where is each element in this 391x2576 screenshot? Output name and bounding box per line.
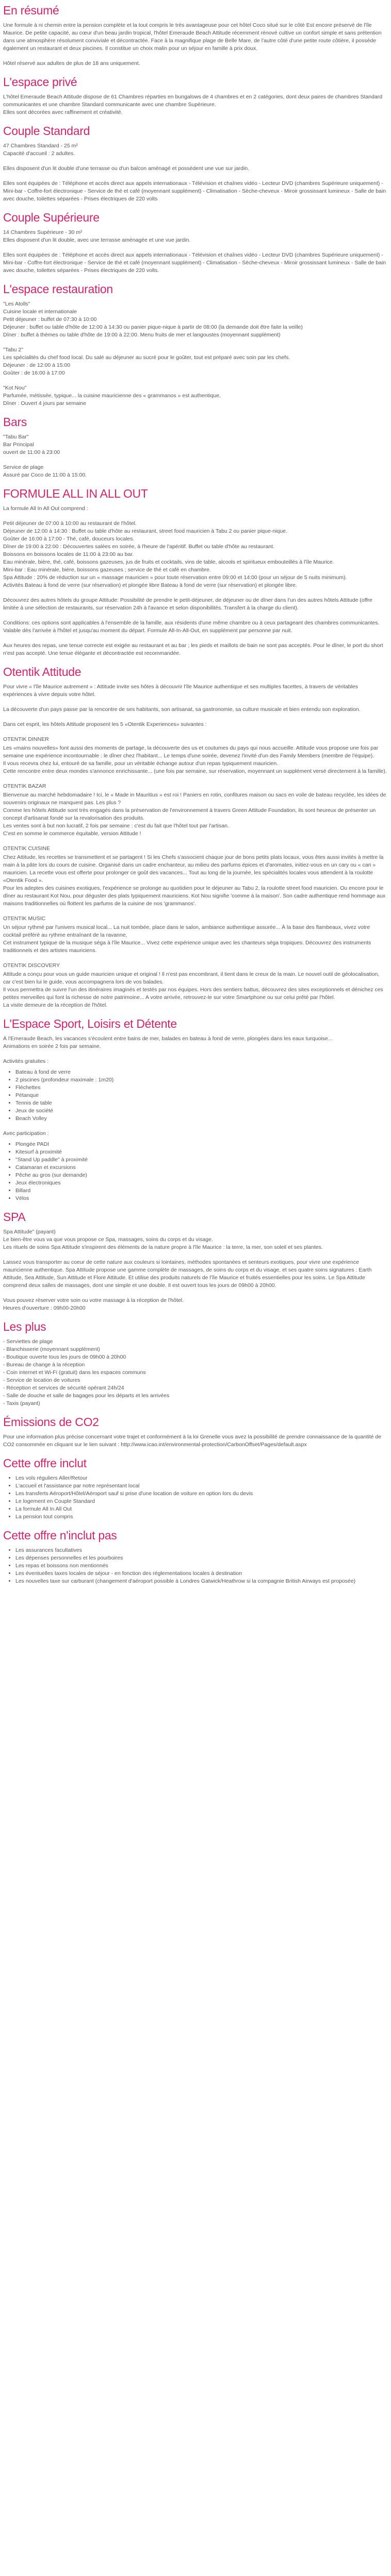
list-item: • 2 piscines (profondeur maximale : 1m20) [15, 1076, 388, 1084]
standard-room-title: Couple Standard [3, 124, 90, 138]
otentik-cuisine-title: OTENTIK CUISINE [3, 845, 51, 852]
otentik-dinner-title: OTENTIK DINNER [3, 736, 49, 742]
standard-room-size: 47 Chambres Standard - 25 m² Capacité d'accueil : 2 adultes. [3, 143, 78, 157]
spa-p3: Vous pouvez réserver votre soin ou votre massage à la réception de l'hôtel. Heures d'ouverture : 09h00-20h00 [3, 1297, 184, 1311]
formula-title: FORMULE ALL IN ALL OUT [3, 487, 148, 500]
excludes-title: Cette offre n'inclut pas [3, 1529, 117, 1542]
otentik-bazar-title: OTENTIK BAZAR [3, 783, 46, 789]
spa-p2: Laissez vous transporter au coeur de cette nature aux couleurs si lointaines, méthodes spontanées et senteurs exotiques, pour vivre une expérience mauricienne authentique. Spa Attitude propose une gamme complète de massages, de soins du corps et du visage, et ses quatre soins signatures : Earth Attitude, Sea Attitude, Sun Attitude et Flore Attitude. Et utilise des produits naturels de l'île Maurice et fruités essentielles pour les soins. Le Spa Attitude comprend deux salles de massages, dont une simple et une double. Il est ouvert tous les jours de 09h00 à 20h00. [3, 1259, 372, 1289]
otentik-discovery-text: Attitude a conçu pour vous un guide mauricien unique et original ! Il n'est pas encombrant, il tient dans le creux de la main. Le nouvel outil de géolocalisation, car c'est bien lui le guide, vous accompagnera lors de vos balades. Il vous permettra de suivre l'un des itinéraires imaginés et testés par nos équipes. Hors des sentiers battus, découvrez des sites exceptionnels et dénichez ces petites merveilles qui font la richesse de notre patrimoine... A votre arrivée, retrouvez-le sur votre Smartphone ou sur celui prêté par l'hôtel. La visite demeure de la réception de l'hôtel. [3, 971, 383, 1008]
excludes-list [3, 1547, 388, 1585]
co2-title: Émissions de CO2 [3, 1415, 99, 1429]
list-item: • Les repas et boissons non mentionnés [15, 1562, 388, 1570]
bar-beach-service: Service de plage Assuré par Coco de 11:00 à 15:00. [3, 464, 87, 478]
standard-room-desc: Elles disposent d'un lit double d'une terrasse ou d'un balcon aménagé et possèdent une vue sur jardin. [3, 165, 250, 172]
list-item: • Beach Volley [15, 1115, 388, 1123]
list-item: • Tennis de table [15, 1099, 388, 1107]
superior-room-title: Couple Supérieure [3, 211, 100, 224]
list-item: • Kitesurf à proximité [15, 1148, 388, 1156]
list-item: • Billard [15, 1187, 388, 1195]
summary-intro: Une formule à ni chemin entre la pension complète et la tout compris le très avantageuse pour cet hôtel Coco situé sur le côté Est encore préservé de l'île Maurice. De petite capacité, au cœur d'un beau jardin tropical, l'hôtel Emeraude Beach Attitude récemment rénové cultive un confort simple et sans prétention dans une atmosphère résolument conviviale et décontractée. Face à la magnifique plage de Belle Mare, de l'autre côté d'une petite route côtière, il possède également un restaurant et deux piscines. Il constitue un choix malin pour un séjour en famille à prix doux. [3, 22, 382, 52]
standard-room-amenities: Elles sont équipées de : Téléphone et accès direct aux appels internationaux - Télévision et chaînes vidéo - Lecteur DVD (chambres Supérieure uniquement) - Mini-bar - Coffre-fort électronique - Service de thé et café (moyennant supplément) - Climatisation - Sèche-cheveux - Miroir grossissant lumineux - Salle de bain avec douche, toilettes séparées - Prises électriques de 220 volts [3, 180, 386, 202]
otentik-p3: Dans cet esprit, les hôtels Attitude proposent les 5 «Otentik Experiences» suivantes : [3, 721, 207, 727]
list-item: • Les éventuelles taxes locales de séjour - en fonction des réglementations locales à destination [15, 1570, 388, 1578]
includes-title: Cette offre inclut [3, 1456, 87, 1470]
summary-title: En résumé [3, 4, 59, 17]
paid-activities-label: Avec participation : [3, 1130, 49, 1137]
rooms-intro: L'hôtel Emeraude Beach Attitude dispose de 61 Chambres réparties en bungalows de 4 chambres et en 2 catégories, dont deux paires de chambres Standard communicantes et une chambre Standard communicante avec une chambre Supérieure. Elles sont décorées avec raffinement et créativité. [3, 94, 383, 115]
list-item: • Fléchettes [15, 1084, 388, 1092]
more-title: Les plus [3, 1320, 46, 1333]
spa-p1: Spa Attitude" (payant) Le bien-être vous va que vous propose ce Spa, massages, soins du corps et du visage. Les rituels de soins Spa Attitude s'inspirent des éléments de la nature propre à l'île Maurice : la terre, la mer, son soleil et ses plantes. [3, 1229, 323, 1250]
list-item: • Jeux de société [15, 1107, 388, 1115]
otentik-p2: La découverte d'un pays passe par la rencontre de ses habitants, son artisanat, sa gastronomie, sa culture musicale et bien entendu son exploration. [3, 706, 361, 713]
paid-activities-list [3, 1141, 388, 1202]
list-item: • Vélos [15, 1195, 388, 1202]
list-item: • Les dépenses personnelles et les pourboires [15, 1554, 388, 1562]
list-item: • Les transferts Aéroport/Hôtel/Aéroport sauf si prise d'une location de voiture en option lors du devis [15, 1490, 388, 1498]
leisure-intro: À l'Emeraude Beach, les vacances s'écoulent entre bains de mer, balades en bateau à fond de verre, plongées dans les eaux turquoise... Animations en soirée 2 fois par semaine. [3, 1036, 333, 1049]
includes-list [3, 1475, 388, 1521]
co2-text: Pour une information plus précise concernant votre trajet et conformément à la loi Grenelle vous avez la possibilité de prendre connaissance de la quantité de CO2 consommée en cliquant sur le lien suivant : http://www.icao.int/environmental-protection/CarbonOffset/Pages/default.aspx [3, 1434, 382, 1448]
list-item: • Les assurances facultatives [15, 1547, 388, 1554]
leisure-title: L'Espace Sport, Loisirs et Détente [3, 1017, 177, 1030]
restaurant-tabu: "Tabu 2" Les spécialités du chef food local. Du salé au déjeuner au sucré pour le goûter, tout est préparé avec soin par les chefs. Déjeuner : de 12:00 à 15:00 Goûter : de 16:00 à 17:00 [3, 347, 290, 376]
list-item: • La pension tout compris [15, 1513, 388, 1521]
restaurants-title: L'espace restauration [3, 282, 113, 296]
bar-tabu: "Tabu Bar" Bar Principal ouvert de 11:00 à 23:00 [3, 434, 60, 455]
otentik-title: Otentik Attitude [3, 665, 82, 679]
list-item: • Le logement en Couple Standard [15, 1498, 388, 1505]
superior-room-amenities: Elles sont équipées de : Téléphone et accès direct aux appels internationaux - Télévision et chaînes vidéo - Lecteur DVD (chambres Supérieure uniquement) - Mini-bar - Coffre-fort électronique - Service de thé et café (moyennant supplément) - Climatisation - Sèche-cheveux - Miroir grossissant lumineux - Salle de bain avec douche, toilettes séparées - Prises électriques de 220 volts. [3, 252, 386, 274]
list-item: • Pétanque [15, 1092, 388, 1099]
free-activities-label: Activités gratuites : [3, 1058, 49, 1064]
list-item: • L'accueil et l'assistance par notre représentant local [15, 1482, 388, 1490]
bars-title: Bars [3, 415, 27, 429]
formula-intro: La formule All In All Out comprend : [3, 505, 88, 512]
list-item: • Les vols réguliers Aller/Retour [15, 1475, 388, 1482]
rooms-title: L'espace privé [3, 75, 77, 89]
restaurant-atolls: "Les Atolls" Cuisine locale et internationale Petit déjeuner : buffet de 07:30 à 10:00 Déjeuner : buffet ou table d'hôte de 12:00 à 14:30 ou panier pique-nique à partir de 08:00 (la demande doit être faite la veille) Dîner : buffet à thèmes ou table d'hôte de 19:00 à 22:00. Menu fruits de mer et langoustes (moyennant supplément) [3, 301, 303, 338]
otentik-bazar-text: Bienvenue au marché hebdomadaire ! Ici, le « Made in Mauritius » est roi ! Paniers en rotin, confitures maison ou sacs en voile de bateau recyclée, les idées de souvenirs originaux ne manquent pas. Les plus ? Comme les hôtels Attitude sont très engagés dans la préservation de l'environnement à travers Green Attitude Foundation, ils sont heureux de présenter un concept d'artisanat fondé sur la revalorisation des produits. Les ventes sont à but non lucratif, 2 fois par semaine : c'est du fait que l'hôtel tout par l'artisan. C'est en somme le commerce équitable, version Attitude ! [3, 792, 386, 837]
spa-title: SPA [3, 1210, 26, 1224]
formula-discover: Découvrez des autres hôtels du groupe Attitude: Possibilité de prendre le petit-déjeuner, de déjeuner ou de dîner dans l'un des autres hôtels Attitude (offre limitée à une sélection de restaurants, sur réservation 24h à l'avance et selon disponibilités. Transfert à la charge du client). [3, 597, 372, 611]
list-item: • La formule All In All Out [15, 1505, 388, 1513]
otentik-music-title: OTENTIK MUSIC [3, 916, 46, 922]
list-item: • "Stand Up paddle" à proximité [15, 1156, 388, 1164]
otentik-music-text: Un séjour rythmé par l'univers musical local... La nuit tombée, place dans le salon, ambiance authentique assurée... À la base des flambeaux, vivez votre cocktail préféré au rythme entraînant de la ravanne, Cet instrument typique de la musique séga à l'île Maurice... Vivez cette expérience unique avec les chanteurs séga tropiques. Découvrez des instruments traditionnels et des artistes mauriciens. [3, 924, 371, 954]
otentik-p1: Pour vivre « l'île Maurice autrement » : Attitude invite ses hôtes à découvrir l'île Maurice authentique et ses multiples facettes, à travers de véritables expériences à vivre depuis votre hôtel. [3, 684, 359, 698]
formula-conditions: Conditions: ces options sont applicables à l'ensemble de la famille, aux résidents d'une même chambre ou à ceux partageant des chambres communicantes. Valable dès l'arrivée à l'hôtel et jusqu'au moment du départ. Formule All-In-All-Out, en supplément par personne par nuit. [3, 620, 380, 634]
otentik-dinner-text: Les «mains nouvelles» font aussi des moments de partage, la découverte des us et coutumes du pays qui nous accueille. Attitude vous propose une fois par semaine une expérience incontournable : le dîner chez l'habitant... Le temps d'une soirée, devenez l'invité d'un des Family Members (membre de l'équipe). Il vous recevra chez lui, entouré de sa famille, pour un véritable échange autour d'un repas typiquement mauricien. Cette rencontre entre deux mondes s'annonce enrichissante... (une fois par semaine, sur réservation, moyennant un supplément versé directement à la famille). [3, 745, 387, 774]
list-item: • Les nouvelles taxe sur carburant (changement d'aéroport possible à Londres Gatwick/Heathrow si la compagnie British Airways est proposée) [15, 1578, 388, 1585]
summary-note: Hôtel réservé aux adultes de plus de 18 ans uniquement. [3, 60, 140, 66]
superior-room-size: 14 Chambres Supérieure - 30 m² Elles disposent d'un lit double, avec une terrasse aménagée et une vue jardin. [3, 229, 191, 243]
formula-meals: Petit déjeuner de 07:00 à 10:00 au restaurant de l'hôtel. Déjeuner de 12:00 à 14:30 : Buffet ou table d'hôte au restaurant, street food mauricien à Tabu 2 ou panier pique-nique. Goûter de 16:00 à 17:00 - Thé, café, douceurs locales. Dîner de 19:00 à 22:00 : Découvertes salées en soirée, à l'heure de l'apéritif. Buffet ou table d'hôte au restaurant. Boissons en boissons locales de 11:00 à 23:00 au bar. Eau minérale, bière, thé, café, boissons gazeuses, jus de fruits et cocktails, vins de table, alcools et spiritueux embouteillés à l'île Maurice. Mini-bar : Eau minérale, bière, boissons gazeuses ; service de thé et café en chambre. Spa Attitude : 20% de réduction sur un « massage mauricien » pour toute réservation entre 09:00 et 14:00 (pour un séjour de 5 nuits minimum). Activités Bateau à fond de verre (sur réservation) et plongée libre Bateau à fond de verre (sur réservation) et plongée libre. [3, 520, 347, 588]
formula-dress-code: Aux heures des repas, une tenue correcte est exigée au restaurant et au bar ; les pieds et maillots de bain ne sont pas acceptés. Pour le dîner, le port du short n'est pas accepté. Une tenue élégante et décontractée est recommandée. [3, 642, 383, 656]
otentik-cuisine-text: Chez Attitude, les recettes se transmettent et se partagent ! Si les Chefs s'associent chaque jour de bons petits plats locaux, vous êtes aussi invités à mettre la main à la pâte lors du cours de cuisine. Organisé dans un cadre enchanteur, au milieu des parfums épices et d'aromates, initiez-vous en un cary ou « cari » mauricien. La recette vous est offerte pour prolonger ce goût des vacances... Tout au long de la journée, les spécialités locales vous attendent à la roulotte «Otentik Food ». Pour les adeptes des cuisines exotiques, l'expérience se prolonge au quotidien pour le déjeuner au Tabu 2, la roulotte street food mauricien. Ou encore pour le dîner au restaurant Kot Nou, pour déguster des plats typiquement mauriciens. Kot Nou signifie 'comme à la maison'. Son cadre authentique rend hommage aux maisons traditionnelles où flottent les parfums de la cuisine de nos 'grammanos'. [3, 854, 386, 907]
list-item: • Bateau à fond de verre [15, 1069, 388, 1076]
free-activities-list [3, 1069, 388, 1123]
more-list: - Serviettes de plage - Blanchisserie (moyennant supplément) - Boutique ouverte tous les jours de 09h00 à 20h00 - Bureau de change à la réception - Coin internet et Wi-Fi (gratuit) dans les espaces communs - Service de location de voitures - Réception et services de sécurité opérant 24h/24 - Salle de douche et salle de bagages pour les départs et les arrivées - Taxis (payant) [3, 1338, 170, 1406]
restaurant-kot-nou: "Kot Nou" Parfumée, métissée, typique... la cuisine mauricienne des « grammanos » est authentique. Dîner : Ouvert 4 jours par semaine [3, 385, 221, 406]
list-item: • Pêche au gros (sur demande) [15, 1172, 388, 1179]
otentik-discovery-title: OTENTIK DISCOVERY [3, 962, 60, 969]
list-item: • Jeux électroniques [15, 1179, 388, 1187]
list-item: • Catamaran et excursions [15, 1164, 388, 1172]
list-item: • Plongée PADI [15, 1141, 388, 1148]
